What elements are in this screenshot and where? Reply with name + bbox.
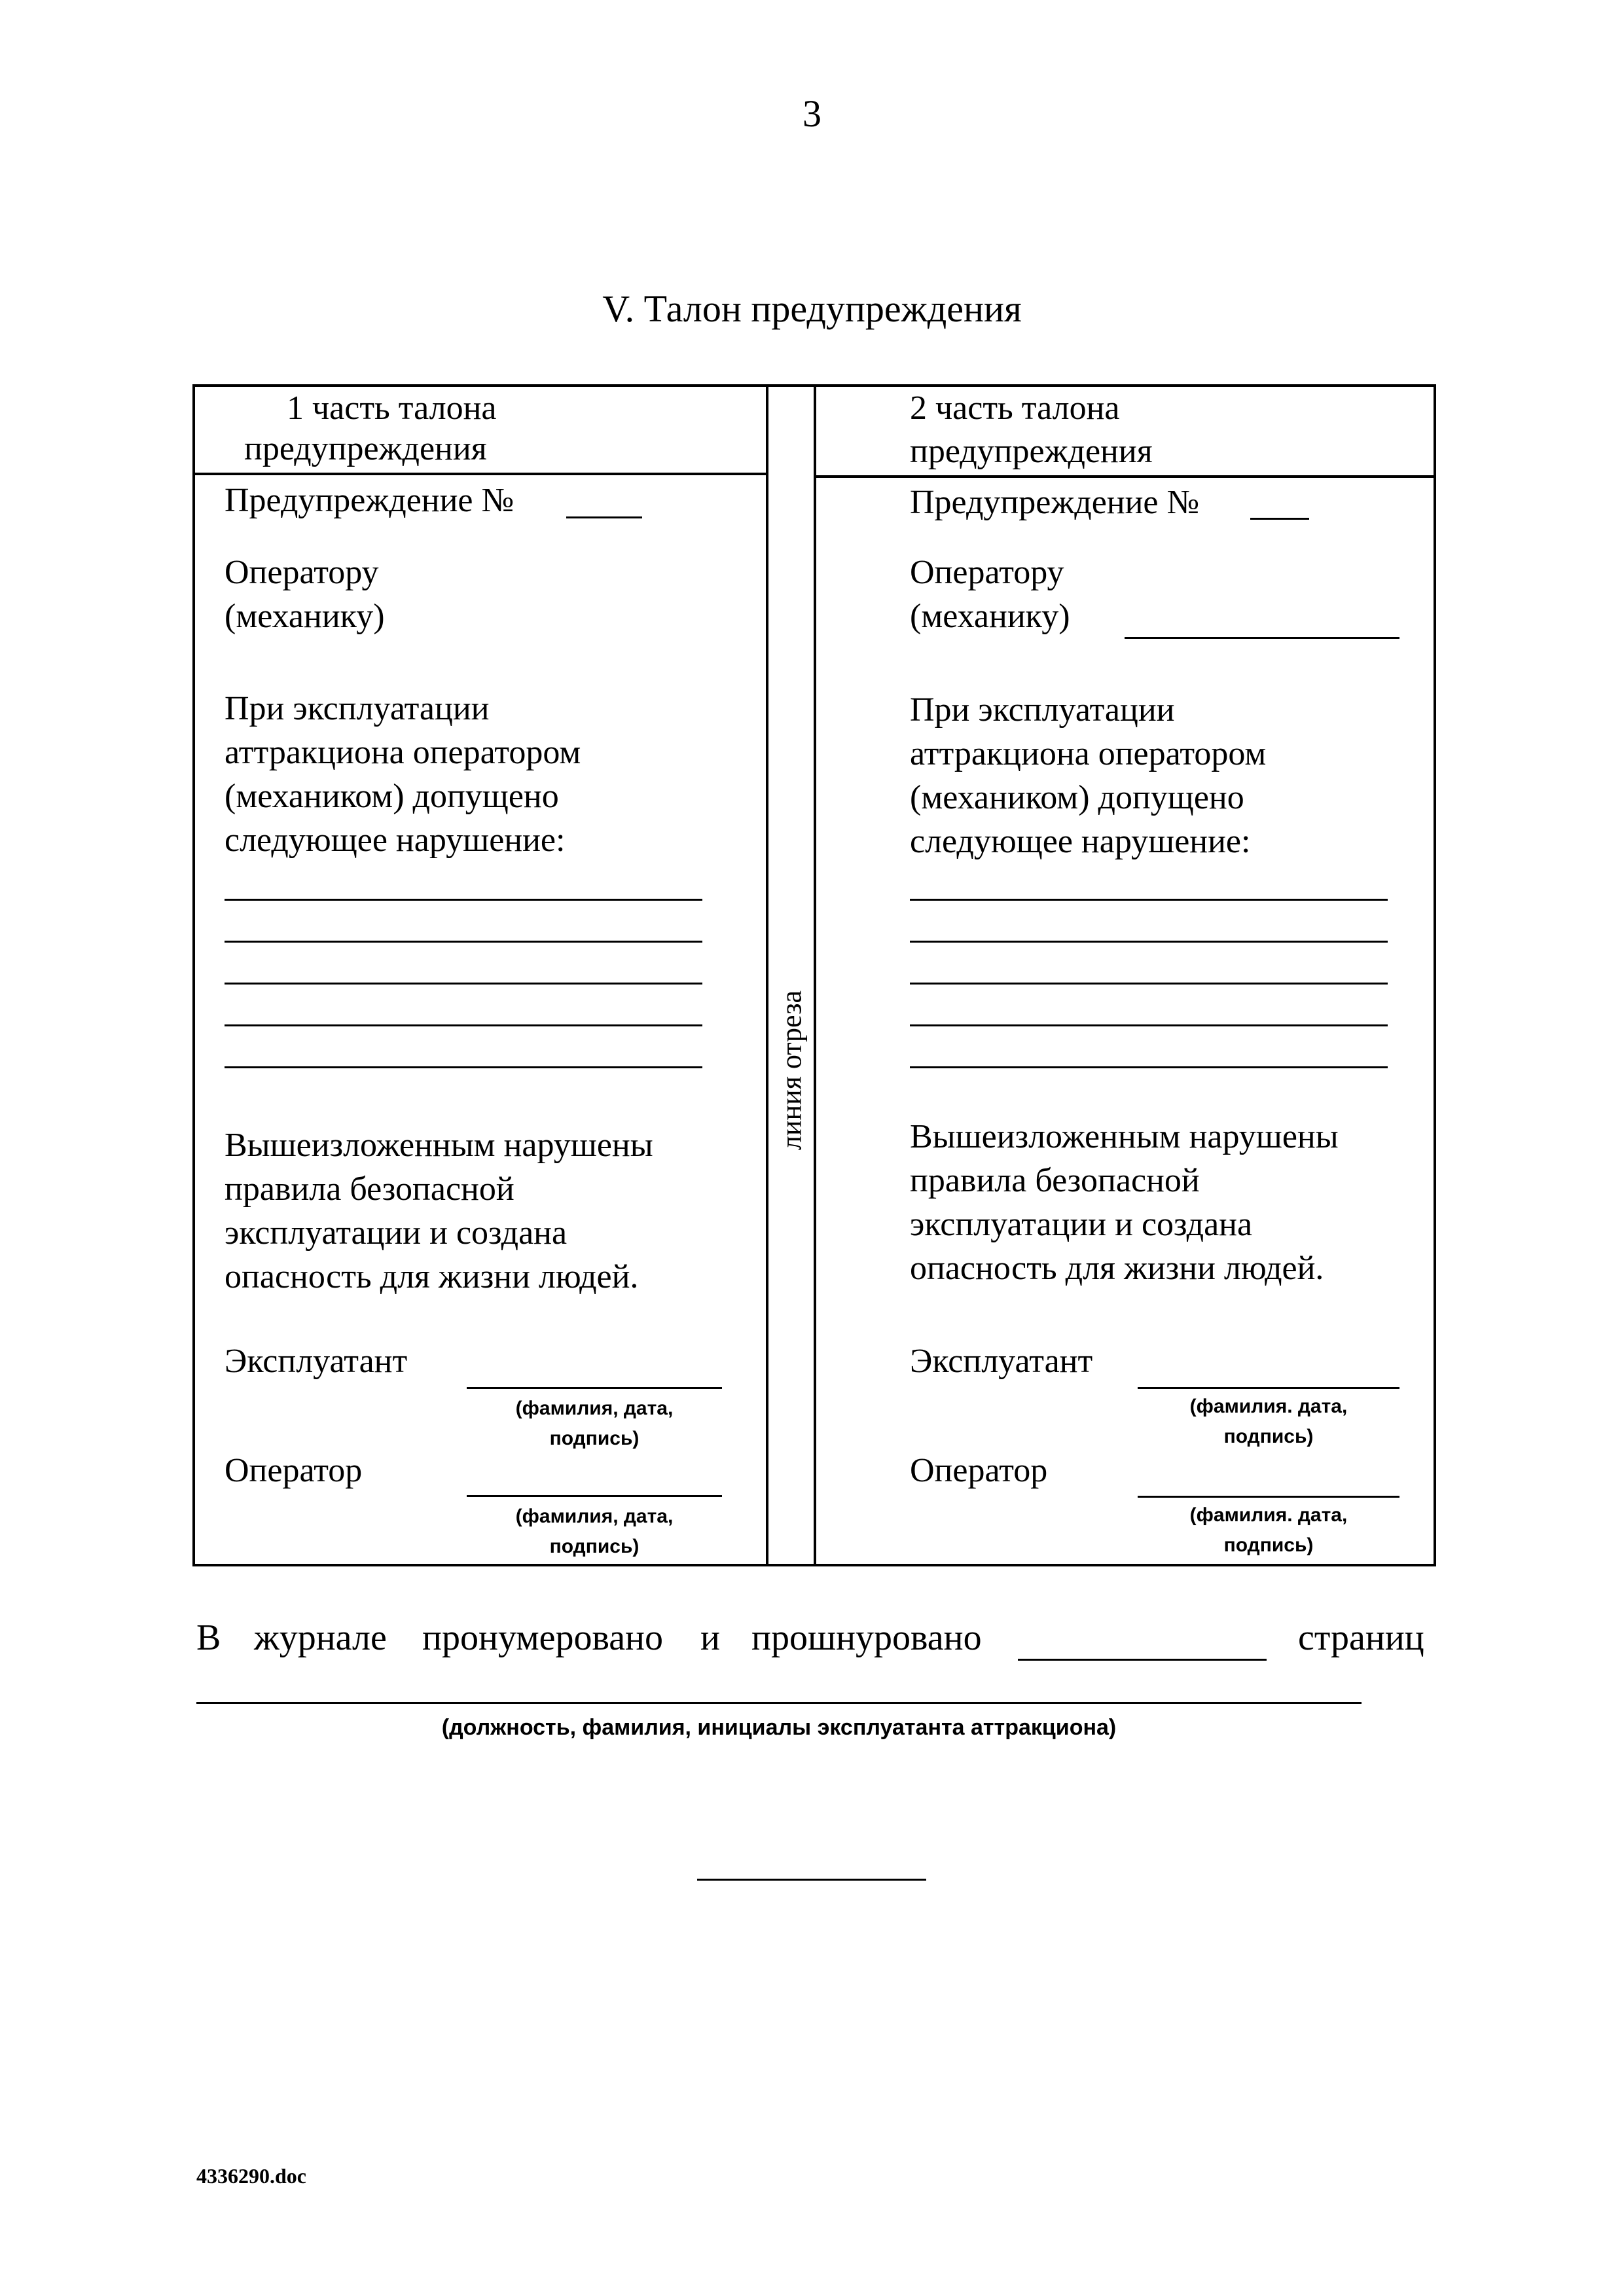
part1-violation-text — [225, 687, 581, 862]
signature-blank[interactable] — [196, 1702, 1362, 1704]
part1-conclusion-line: правила безопасной — [225, 1170, 514, 1208]
hint-line: (фамилия, дата, — [515, 1398, 674, 1419]
part1-violation-line: следующее нарушение: — [225, 822, 566, 859]
part1-conclusion-line: опасность для жизни людей. — [225, 1258, 639, 1295]
part1-operator-line1: Оператору — [225, 554, 379, 591]
journal-word: пронумеровано — [422, 1617, 664, 1658]
part2-violation-line: (механиком) допущено — [910, 779, 1244, 816]
part1-violation-line: При эксплуатации — [225, 690, 490, 727]
part2-violation-blank-2[interactable] — [910, 941, 1388, 943]
part2-violation-line: следующее нарушение: — [910, 823, 1251, 860]
signature-hint: (должность, фамилия, инициалы эксплуатанта аттракциона) — [441, 1715, 1117, 1740]
part1-violation-blank-4[interactable] — [225, 1024, 702, 1026]
part2-violation-blank-3[interactable] — [910, 983, 1388, 985]
part1-operator-hint — [477, 1502, 712, 1562]
hint-line: подпись) — [549, 1428, 640, 1449]
part1-violation-line: (механиком) допущено — [225, 778, 559, 815]
journal-word: и — [700, 1617, 720, 1658]
part1-operator-line2: (механику) — [225, 598, 385, 635]
part1-exploitant-blank[interactable] — [467, 1387, 722, 1389]
part2-operator-blank[interactable] — [1138, 1496, 1399, 1498]
hint-line: (фамилия. дата, — [1189, 1396, 1348, 1417]
part1-conclusion-line: эксплуатации и создана — [225, 1214, 568, 1252]
part1-violation-blank-2[interactable] — [225, 941, 702, 943]
part2-operator-line2: (механику) — [910, 598, 1070, 635]
part1-warning-no — [225, 479, 514, 522]
part1-header-line1: 1 часть талона — [287, 389, 497, 427]
cut-strip-left-border — [766, 387, 768, 1564]
part2-header-line2: предупреждения — [910, 433, 1153, 470]
pages-count-blank[interactable] — [1018, 1659, 1267, 1661]
part2-conclusion-text — [910, 1115, 1339, 1290]
journal-word: журнале — [254, 1617, 387, 1658]
part1-warning-no-label: Предупреждение № — [225, 482, 514, 519]
talon-table — [192, 384, 1436, 1566]
hint-line: (фамилия. дата, — [1189, 1504, 1348, 1526]
part1-violation-blank-1[interactable] — [225, 899, 702, 901]
part2-conclusion-line: опасность для жизни людей. — [910, 1250, 1324, 1287]
part2-warning-no-blank[interactable] — [1250, 518, 1309, 520]
cut-line-label-text: линия отреза — [775, 990, 808, 1150]
journal-word: В — [196, 1617, 221, 1658]
part2-exploitant-label: Эксплуатант — [910, 1343, 1093, 1380]
part1-header-line2: предупреждения — [244, 430, 487, 467]
part1-conclusion-text — [225, 1123, 653, 1299]
part1-violation-blank-3[interactable] — [225, 983, 702, 985]
page-number: 3 — [803, 92, 821, 135]
header-separator-right — [816, 475, 1434, 478]
hint-line: подпись) — [1223, 1534, 1314, 1556]
part1-conclusion-line: Вышеизложенным нарушены — [225, 1127, 653, 1164]
journal-word: прошнуровано — [751, 1617, 982, 1658]
part2-conclusion-line: правила безопасной — [910, 1162, 1200, 1199]
part2-warning-no-label: Предупреждение № — [910, 484, 1200, 521]
part2-violation-text — [910, 688, 1266, 863]
part2-violation-line: При эксплуатации — [910, 691, 1175, 729]
hint-line: подпись) — [549, 1536, 640, 1557]
part2-header-line1: 2 часть талона — [910, 389, 1120, 427]
part2-operator-line1: Оператору — [910, 554, 1064, 591]
part1-warning-no-blank[interactable] — [566, 516, 642, 518]
journal-word: страниц — [1298, 1617, 1424, 1658]
part2-exploitant-hint — [1151, 1392, 1386, 1452]
header-separator-left — [195, 473, 766, 475]
part2-operator-label: Оператор — [910, 1452, 1048, 1489]
part1-exploitant-label: Эксплуатант — [225, 1343, 408, 1380]
part2-operator — [910, 551, 1070, 638]
part2-conclusion-line: Вышеизложенным нарушены — [910, 1118, 1339, 1155]
closing-rule — [697, 1879, 926, 1881]
part2-violation-line: аттракциона оператором — [910, 735, 1267, 772]
part2-violation-blank-5[interactable] — [910, 1066, 1388, 1068]
part2-violation-blank-4[interactable] — [910, 1024, 1388, 1026]
cut-strip-right-border — [814, 387, 816, 1564]
part2-conclusion-line: эксплуатации и создана — [910, 1206, 1253, 1243]
part1-operator-blank[interactable] — [467, 1495, 722, 1497]
part1-operator-label: Оператор — [225, 1452, 363, 1489]
part2-exploitant-blank[interactable] — [1138, 1387, 1399, 1389]
section-title: V. Талон предупреждения — [602, 287, 1022, 330]
doc-id: 4336290.doc — [196, 2164, 306, 2188]
hint-line: подпись) — [1223, 1426, 1314, 1447]
part2-operator-hint — [1151, 1500, 1386, 1561]
part2-warning-no — [910, 480, 1199, 524]
part2-violation-blank-1[interactable] — [910, 899, 1388, 901]
part1-violation-blank-5[interactable] — [225, 1066, 702, 1068]
part2-header — [910, 387, 1153, 473]
part1-operator — [225, 551, 385, 638]
hint-line: (фамилия, дата, — [515, 1506, 674, 1527]
part1-violation-line: аттракциона оператором — [225, 734, 581, 771]
part2-operator-blank[interactable] — [1125, 637, 1399, 639]
part1-exploitant-hint — [477, 1394, 712, 1454]
